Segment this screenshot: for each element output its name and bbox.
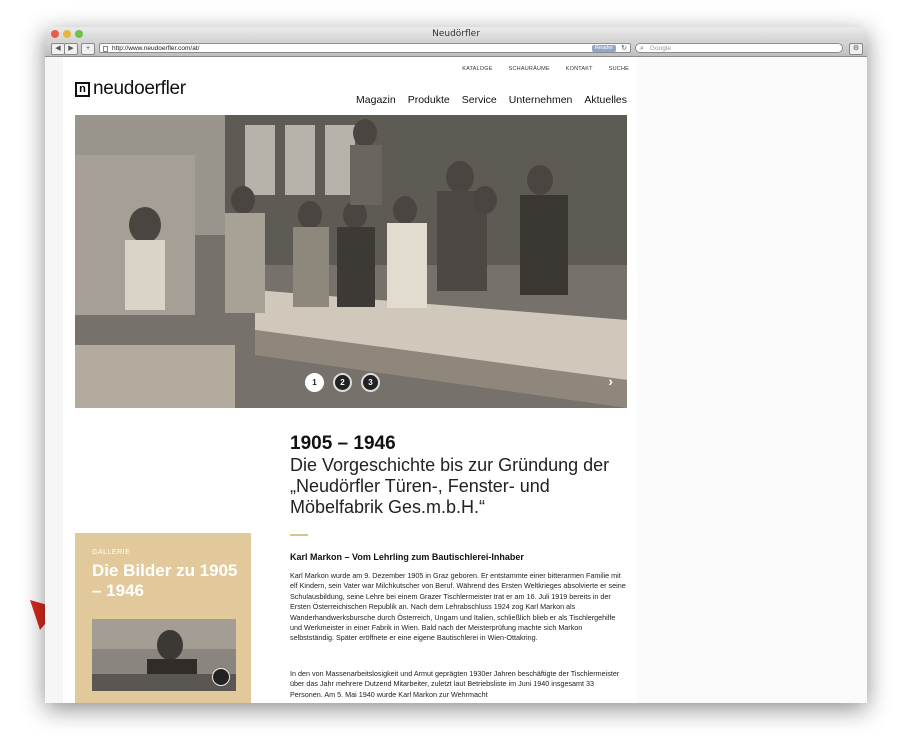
browser-window <box>45 27 867 703</box>
window-title: Neudörfler <box>432 29 480 39</box>
nav-aktuelles[interactable]: Aktuelles <box>584 94 627 106</box>
page-background-left <box>45 57 63 703</box>
forward-button[interactable]: ▶ <box>64 43 78 55</box>
top-utility-nav <box>462 66 629 72</box>
chevron-right-icon[interactable]: › <box>608 373 613 389</box>
era-subtitle: Die Vorgeschichte bis zur Gründung der „Neudörfler Türen-, Fenster- und Möbelfabrik Ges.m.b.H.“ <box>290 455 610 517</box>
topnav-suche[interactable]: SUCHE <box>608 66 629 72</box>
era-title: 1905 – 1946 <box>290 433 396 454</box>
search-input[interactable] <box>635 43 843 53</box>
address-bar[interactable] <box>99 43 631 53</box>
site-logo[interactable] <box>75 78 186 100</box>
logo-text: neudoerfler <box>93 78 186 99</box>
divider <box>290 534 308 536</box>
gallery-thumbnail[interactable] <box>92 619 236 691</box>
page-background-right <box>637 57 867 703</box>
zoom-window-button[interactable] <box>75 30 83 38</box>
browser-toolbar <box>45 42 867 57</box>
page-column <box>63 57 637 703</box>
gallery-title: Die Bilder zu 1905 – 1946 <box>92 561 238 600</box>
close-window-button[interactable] <box>51 30 59 38</box>
nav-produkte[interactable]: Produkte <box>407 94 450 106</box>
slider-dots <box>305 373 380 392</box>
window-controls <box>51 30 83 38</box>
paragraph-1: Karl Markon wurde am 9. Dezember 1905 in Graz geboren. Er entstammte einer bitterarmen Familie mit elf Kindern, sein Vater war Milchkutscher von Beruf. Während des Ersten Weltkrieges absolvierte er seine Schulausbildung, seine Lehre bei einem Grazer Tischlermeister trat er am 16. Juli 1919 bereits in der Ersten Österreichischen Republik an. Nach dem Lehrabschluss 1924 zog Karl Markon als Wanderhandwerksbursche durch Österreich, Ungarn und Italien, schließlich blieb er als Tischlergehilfe und Werkmeister in einer Fabrik in Wien. Bald nach der Meisterprüfung machte sich Markon selbstständig. Später eröffnete er eine eigene Bautischlerei in Wien-Ottakring. <box>290 571 626 643</box>
reader-button[interactable]: Reader <box>592 45 616 52</box>
search-placeholder: Google <box>650 45 671 52</box>
logo-mark: n <box>75 82 90 97</box>
slider-dot-3[interactable]: 3 <box>361 373 380 392</box>
title-bar <box>45 27 867 42</box>
main-nav <box>356 94 627 106</box>
nav-magazin[interactable]: Magazin <box>356 94 396 106</box>
settings-button[interactable]: ⚙ <box>849 43 863 55</box>
page-viewport <box>45 57 867 703</box>
slider-dot-2[interactable]: 2 <box>333 373 352 392</box>
address-text: http://www.neudoerfler.com/at/ <box>112 45 200 52</box>
gallery-teaser[interactable] <box>75 533 251 703</box>
hero-photo <box>75 115 627 408</box>
search-icon: ⌕ <box>640 45 644 52</box>
topnav-schauraeume[interactable]: SCHAURÄUME <box>508 66 550 72</box>
topnav-kataloge[interactable]: KATALOGE <box>462 66 493 72</box>
section-title: Karl Markon – Vom Lehrling zum Bautischlerei-Inhaber <box>290 552 524 562</box>
nav-unternehmen[interactable]: Unternehmen <box>508 94 573 106</box>
slider-dot-1[interactable]: 1 <box>305 373 324 392</box>
paragraph-2: In den von Massenarbeitslosigkeit und Armut geprägten 1930er Jahren beschäftigte der Tischlermeister über das Jahr mehrere Dutzend Mitarbeiter, zuletzt laut Betriebsliste im Juni 1940 insgesamt 33 Personen. Am 5. Mai 1940 wurde Karl Markon zur Wehrmacht <box>290 669 620 699</box>
page-icon <box>103 46 108 52</box>
reload-icon[interactable]: ↻ <box>621 45 627 52</box>
gallery-label: GALLERIE <box>92 549 131 556</box>
add-bookmark-button[interactable]: + <box>81 43 95 55</box>
topnav-kontakt[interactable]: KONTAKT <box>565 66 593 72</box>
gallery-icon <box>212 668 230 686</box>
back-button[interactable]: ◀ <box>51 43 65 55</box>
nav-service[interactable]: Service <box>461 94 497 106</box>
hero-slider[interactable] <box>75 115 627 408</box>
minimize-window-button[interactable] <box>63 30 71 38</box>
